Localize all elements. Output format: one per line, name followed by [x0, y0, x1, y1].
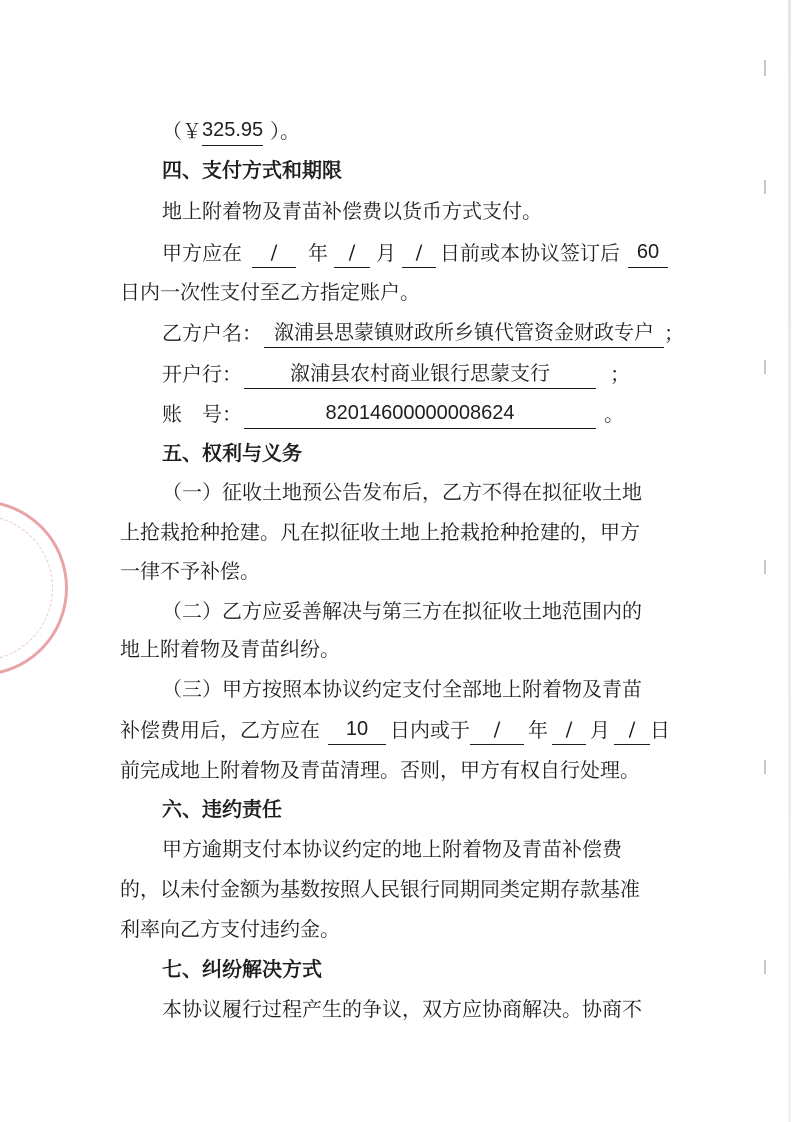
- s5-item-2-line-1: [0, 593, 793, 629]
- s6-b-text: 的，以未付金额为基数按照人民银行同期同类定期存款基准: [120, 877, 640, 901]
- section-7-heading-line: [0, 951, 793, 987]
- amount-line: [0, 113, 793, 149]
- s5-1b-text: 上抢栽抢种抢建。凡在拟征收土地上抢栽抢种抢建的，甲方: [120, 520, 640, 544]
- bank-value: 溆浦县农村商业银行思蒙支行: [244, 360, 596, 389]
- s5-1c-text: 一律不予补偿。: [120, 559, 260, 583]
- section-5-heading: 五、权利与义务: [162, 441, 302, 465]
- s7-a-text: 本协议履行过程产生的争议，双方应协商解决。协商不: [162, 997, 642, 1021]
- s4-p2-b: 年: [308, 241, 328, 265]
- s5-day-blank: /: [614, 716, 650, 745]
- payee-label: 乙方户名：: [162, 321, 262, 345]
- section-4-heading: 四、支付方式和期限: [162, 158, 342, 182]
- s6-line-2: [0, 871, 793, 907]
- s4-p2-c: 月: [376, 241, 396, 265]
- s4-year-blank: /: [252, 239, 296, 268]
- s5-item-2-line-2: [0, 631, 793, 667]
- s5-item-1-line-3: [0, 553, 793, 589]
- section-6-heading: 六、违约责任: [162, 797, 282, 821]
- s4-month-blank: /: [334, 239, 370, 268]
- section-5-heading-line: [0, 435, 793, 471]
- s4-p3-text: 日内一次性支付至乙方指定账户。: [120, 280, 420, 304]
- s4-p2-a: 甲方应在: [162, 241, 242, 265]
- s5-item-1-line-2: [0, 514, 793, 550]
- s5-3b-c: 年: [528, 718, 548, 742]
- s5-3c-text: 前完成地上附着物及青苗清理。否则，甲方有权自行处理。: [120, 758, 640, 782]
- s5-month-blank: /: [552, 716, 586, 745]
- amount-value: 325.95: [202, 119, 264, 141]
- account-line: [0, 396, 793, 432]
- account-value: 82014600000008624: [244, 400, 596, 429]
- s5-item-3-line-2: [0, 712, 793, 748]
- s4-p2-d: 日前或本协议签订后: [440, 241, 620, 265]
- s4-paragraph-2: [0, 235, 793, 271]
- s5-2b-text: 地上附着物及青苗纠纷。: [120, 637, 340, 661]
- amount-close: ）。: [270, 119, 300, 143]
- s5-3a-text: （三）甲方按照本协议约定支付全部地上附着物及青苗: [162, 677, 642, 701]
- s5-1a-text: （一）征收土地预公告发布后，乙方不得在拟征收土地: [162, 480, 642, 504]
- scan-mark: [764, 60, 766, 76]
- s4-paragraph-3: [0, 274, 793, 310]
- s5-2a-text: （二）乙方应妥善解决与第三方在拟征收土地范围内的: [162, 599, 642, 623]
- s4-day-blank: /: [402, 239, 436, 268]
- s6-line-1: [0, 831, 793, 867]
- s6-a-text: 甲方逾期支付本协议约定的地上附着物及青苗补偿费: [162, 837, 622, 861]
- s5-days-value: 10: [328, 716, 386, 745]
- payee-value: 溆浦县思蒙镇财政所乡镇代管资金财政专户: [264, 319, 664, 348]
- amount-open: （￥: [162, 119, 202, 143]
- s5-3b-e: 日: [650, 718, 670, 742]
- section-4-heading-line: [0, 152, 793, 188]
- s5-item-1-line-1: [0, 474, 793, 510]
- bank-end: ；: [610, 362, 630, 386]
- payee-end: ；: [664, 321, 684, 345]
- account-label: 账 号：: [162, 402, 242, 426]
- s4-days-value: 60: [628, 239, 668, 268]
- s5-3b-b: 日内或于: [390, 718, 470, 742]
- s5-year-blank: /: [470, 716, 524, 745]
- s6-line-3: [0, 911, 793, 947]
- bank-label: 开户行：: [162, 362, 242, 386]
- section-6-heading-line: [0, 791, 793, 827]
- amount-value-field: [202, 117, 263, 146]
- s5-item-3-line-1: [0, 671, 793, 707]
- s4-paragraph-1: [0, 193, 793, 229]
- s7-line-1: [0, 991, 793, 1027]
- section-7-heading: 七、纠纷解决方式: [162, 957, 322, 981]
- payee-line: [0, 315, 793, 351]
- account-end: 。: [604, 402, 624, 426]
- s6-c-text: 利率向乙方支付违约金。: [120, 917, 340, 941]
- s4-p1-text: 地上附着物及青苗补偿费以货币方式支付。: [162, 199, 542, 223]
- s5-item-3-line-3: [0, 752, 793, 788]
- s5-3b-a: 补偿费用后，乙方应在: [120, 718, 320, 742]
- bank-line: [0, 356, 793, 392]
- s5-3b-d: 月: [590, 718, 610, 742]
